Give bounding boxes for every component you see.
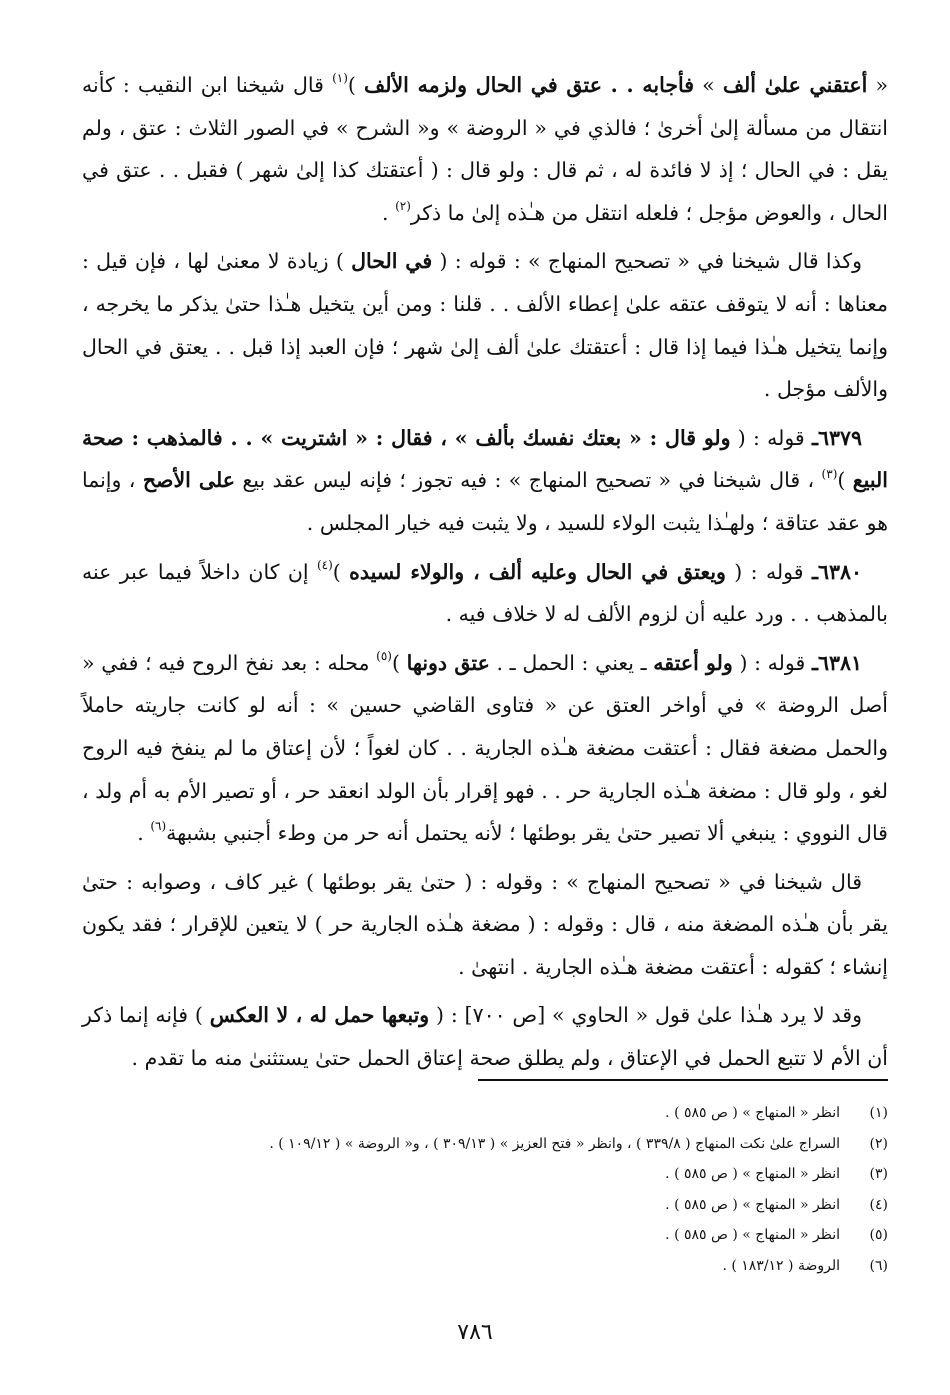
bold-text: فأجابه . . عتق في الحال ولزمه الألف [364,73,695,97]
bold-text: ٦٣٨٠ـ [811,559,863,584]
text-run: » [694,73,723,97]
footnote-number: (٦) [869,1257,888,1274]
text-run: ، وإنما هو عقد عتاقة ؛ ولهـٰذا يثبت الولاء للسيد ، ولا يثبت فيه خيار المجلس . [82,468,888,535]
paragraph [82,994,888,1079]
footnote-text: انظر « المنهاج » ( ص ٥٨٥ ) . [665,1227,840,1243]
text-run: « [867,73,888,97]
text-run: وكذا قال شيخنا في « تصحيح المنهاج » : قوله : ( [432,249,863,274]
footnote [82,1251,888,1282]
bold-text: ٦٣٨١ـ [811,650,863,675]
footnote-text: السراج علىٰ نكت المنهاج ( ٣٣٩/٨ ) ، وانظر « فتح العزيز » ( ٣٠٩/١٣ ) ، و« الروضة » ( ١٠٩/١٢ ) . [269,1135,840,1152]
text-run: ) [391,650,407,675]
footnote-ref: (١) [332,71,348,86]
footnote-separator [478,1079,888,1081]
footnote [82,1098,888,1129]
text-run: قوله : ( [730,425,812,450]
text-run: ) فإنه إنما ذكر أن الأم لا تتبع الحمل في الإعتاق ، ولم يطلق صحة إعتاق الحمل حتىٰ يستثنىٰ منه ما تقدم . [82,1003,888,1071]
footnote [82,1129,888,1160]
footnote [82,1220,888,1251]
footnote-text: انظر « المنهاج » ( ص ٥٨٥ ) . [665,1196,840,1213]
footnote-text: انظر « المنهاج » ( ص ٥٨٥ ) . [665,1105,840,1121]
paragraph [82,64,888,234]
footnote-number: (٣) [869,1166,888,1182]
bold-text: على الأصح [142,468,235,493]
bold-text: في الحال [351,249,433,274]
text-run: وقد لا يرد هـٰذا علىٰ قول « الحاوي » [ص ٧٠٠] : ( [429,1003,862,1028]
footnote-number: (١) [869,1105,888,1121]
text-run: . [382,200,396,225]
footnote-ref: (٦) [150,819,167,834]
footnote-ref: (٢) [395,198,411,213]
text-run: محله : بعد نفخ الروح فيه ؛ ففي « أصل الروضة » في أواخر العتق عن « فتاوى القاضي حسين » : أنه لو كانت جاريته حاملاً والحمل مضغة فقال : أعتقت مضغة هـٰذه الجارية . . كان لغواً ؛ لأن إعتاق ما لم ينفخ فيه الروح لغو ، ولو قال : مضغة هـٰذه الجارية حر . . فهو إقرار بأن الولد انعقد حر ، أو تصير الأم به أم ولد ، قال النووي : ينبغي ألا تصير حتىٰ يقر بوطئها ؛ لأنه يحتمل أنه حر من وطء أجنبي بشبهة [82,650,888,846]
text-run: إن كان داخلاً فيما عبر عنه بالمذهب . . ورد عليه أن لزوم الألف له لا خلاف فيه . [82,559,888,627]
footnote-ref: (٤) [316,557,333,572]
paragraph [82,417,888,545]
paragraph [82,240,888,410]
bold-text: عتق دونها [406,650,490,675]
text-run: ) زيادة لا معنىٰ لها ، فإن قيل : معناها : أنه لا يتوقف عتقه علىٰ إعطاء الألف . . قلنا : ومن أين يتخيل هـٰذا حتىٰ يذكر ما يخرجه ، وإنما يتخيل هـٰذا فيما إذا قال : أعتقتك علىٰ ألف إلىٰ شهر ؛ فإن العبد إذا قبل . . يعتق في الحال والألف مؤجل . [82,249,888,402]
text-run: قال شيخنا ابن النقيب : كأنه انتقال من مسألة إلىٰ أخرىٰ ؛ فالذي في « الروضة » و« الشرح » في الصور الثلاث : عتق ، ولم يقل : في الحال ؛ إذ لا فائدة له ، ثم قال : ولو قال : ( أعتقتك كذا إلىٰ شهر ) فقبل . . عتق في الحال ، والعوض مؤجل ؛ فلعله انتقل من هـٰذه إلىٰ ما ذكر [82,73,888,225]
footnote-number: (٥) [869,1227,888,1243]
footnote [82,1190,888,1221]
text-run: قوله : ( [725,559,812,584]
text-run: . [137,821,151,846]
footnote-number: (٤) [869,1196,888,1213]
paragraph [82,861,888,989]
footnote-number: (٢) [869,1135,888,1152]
main-text [82,64,888,1086]
text-run: قوله : ( [732,650,812,675]
bold-text: وتبعها حمل له ، لا العكس [209,1003,430,1028]
bold-text: أعتقني علىٰ ألف [722,73,868,97]
text-run: ) [347,73,364,97]
text-run: قال شيخنا في « تصحيح المنهاج » : وقوله : ( حتىٰ يقر بوطئها ) غير كاف ، وصوابه : حتىٰ يقر بأن هـٰذه المضغة منه ، قال : وقوله : ( مضغة هـٰذه الجارية حر ) لا يتعين للإقرار ؛ فقد يكون إنشاء ؛ كقوله : أعتقت مضغة هـٰذه الجارية . انتهىٰ . [82,869,888,979]
bold-text: ويعتق في الحال وعليه ألف ، والولاء لسيده [349,559,726,584]
footnote-ref: (٣) [821,466,838,481]
footnote-text: الروضة ( ١٨٣/١٢ ) . [722,1257,840,1274]
footnote-ref: (٥) [376,648,392,663]
paragraph [82,642,888,855]
footnotes [82,1098,888,1281]
bold-text: ٦٣٧٩ـ [811,425,862,450]
bold-text: ولو أعتقه [653,650,733,675]
bold-text: ولو قال : « بعتك نفسك بألف » ، فقال : « اشتريت » . . فالمذهب : صحة البيع [82,425,888,493]
paragraph [82,551,888,636]
text-run: ـ يعني : الحمل ـ . [489,650,654,675]
text-run: ، قال شيخنا في « تصحيح المنهاج » : فيه تجوز ؛ فإنه ليس عقد بيع [234,468,822,493]
text-run: ) [837,468,853,493]
text-run: ) [332,559,350,584]
footnote-text: انظر « المنهاج » ( ص ٥٨٥ ) . [665,1166,840,1182]
page-number: ٧٨٦ [457,1320,493,1345]
footnote [82,1159,888,1190]
